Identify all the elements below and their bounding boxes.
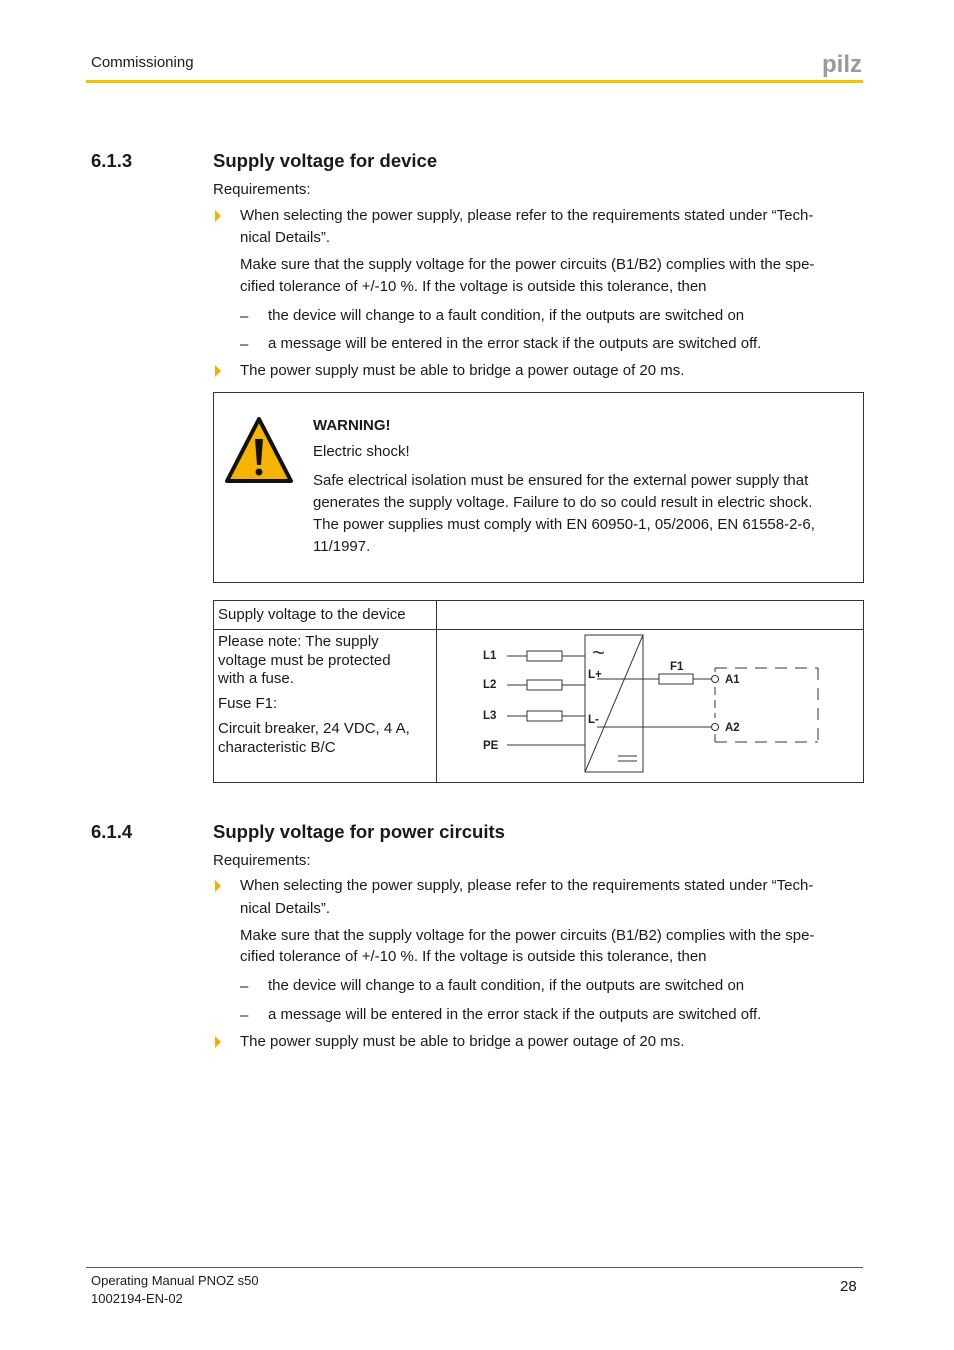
dash-item: the device will change to a fault condition, if the outputs are switched on — [268, 977, 745, 994]
dash-item: a message will be entered in the error stack if the outputs are switched off. — [268, 335, 762, 352]
circuit-breaker-spec: characteristic B/C — [218, 739, 336, 756]
section-number: 6.1.4 — [91, 821, 133, 842]
requirements-label: Requirements: — [213, 181, 311, 198]
wiring-diagram — [437, 630, 863, 782]
circuit-breaker-spec: Circuit breaker, 24 VDC, 4 A, — [218, 720, 410, 737]
bullet-arrow-icon — [215, 1036, 221, 1048]
terminal-label-pe: PE — [483, 740, 499, 752]
paragraph-line: cified tolerance of +/-10 %. If the voltage is outside this tolerance, then — [240, 948, 707, 965]
dash-marker: – — [240, 336, 249, 353]
table-note: Please note: The supply — [218, 633, 379, 650]
paragraph-line: cified tolerance of +/-10 %. If the voltage is outside this tolerance, then — [240, 278, 707, 295]
bullet-text: The power supply must be able to bridge a power outage of 20 ms. — [240, 362, 685, 379]
bullet-arrow-icon — [215, 365, 221, 377]
warning-title: WARNING! — [313, 417, 391, 434]
footer-manual-title: Operating Manual PNOZ s50 — [91, 1273, 259, 1288]
bullet-text: When selecting the power supply, please refer to the requirements stated under “Tech- — [240, 207, 814, 224]
table-note: voltage must be protected — [218, 652, 391, 669]
terminal-label-l1: L1 — [483, 650, 497, 662]
fuse-label: Fuse F1: — [218, 695, 278, 712]
bullet-text: nical Details”. — [240, 229, 331, 246]
bullet-text: When selecting the power supply, please refer to the requirements stated under “Tech- — [240, 877, 814, 894]
table-header: Supply voltage to the device — [218, 606, 406, 623]
footer-rule — [86, 1267, 863, 1268]
warning-text: Safe electrical isolation must be ensured for the external power supply that — [313, 472, 809, 489]
warning-text: The power supplies must comply with EN 60950-1, 05/2006, EN 61558-2-6, — [313, 516, 815, 533]
header-rule — [86, 80, 863, 83]
dash-item: a message will be entered in the error stack if the outputs are switched off. — [268, 1006, 762, 1023]
warning-text: 11/1997. — [313, 538, 371, 555]
warning-text: generates the supply voltage. Failure to do so could result in electric shock. — [313, 494, 813, 511]
table-note: with a fuse. — [218, 670, 294, 687]
section-title: Supply voltage for device — [213, 150, 438, 171]
terminal-label-a1: A1 — [725, 674, 740, 686]
paragraph-line: Make sure that the supply voltage for the power circuits (B1/B2) complies with the spe- — [240, 927, 815, 944]
terminal-label-l3: L3 — [483, 710, 497, 722]
section-number: 6.1.3 — [91, 150, 133, 171]
bullet-text: nical Details”. — [240, 900, 331, 917]
fuse-label-f1: F1 — [670, 661, 684, 673]
paragraph-line: Make sure that the supply voltage for the power circuits (B1/B2) complies with the spe- — [240, 256, 815, 273]
warning-subtitle: Electric shock! — [313, 443, 410, 460]
bullet-arrow-icon — [215, 880, 221, 892]
page-number: 28 — [840, 1278, 857, 1295]
terminal-label-lminus: L- — [588, 714, 599, 726]
logo-text: pilz — [822, 51, 862, 78]
bullet-text: The power supply must be able to bridge a power outage of 20 ms. — [240, 1033, 685, 1050]
section-title: Supply voltage for power circuits — [213, 821, 505, 842]
dash-marker: – — [240, 1007, 249, 1024]
dash-marker: – — [240, 978, 249, 995]
terminal-label-lplus: L+ — [588, 669, 602, 681]
footer-doc-number: 1002194-EN-02 — [91, 1291, 183, 1306]
header-section-title: Commissioning — [91, 54, 194, 71]
terminal-label-a2: A2 — [725, 722, 740, 734]
ac-symbol: ~ — [592, 640, 605, 665]
pilz-logo — [820, 50, 864, 78]
dash-item: the device will change to a fault condition, if the outputs are switched on — [268, 307, 745, 324]
requirements-label: Requirements: — [213, 852, 311, 869]
dash-marker: – — [240, 308, 249, 325]
warning-triangle-icon — [223, 415, 295, 487]
terminal-label-l2: L2 — [483, 679, 497, 691]
bullet-arrow-icon — [215, 210, 221, 222]
